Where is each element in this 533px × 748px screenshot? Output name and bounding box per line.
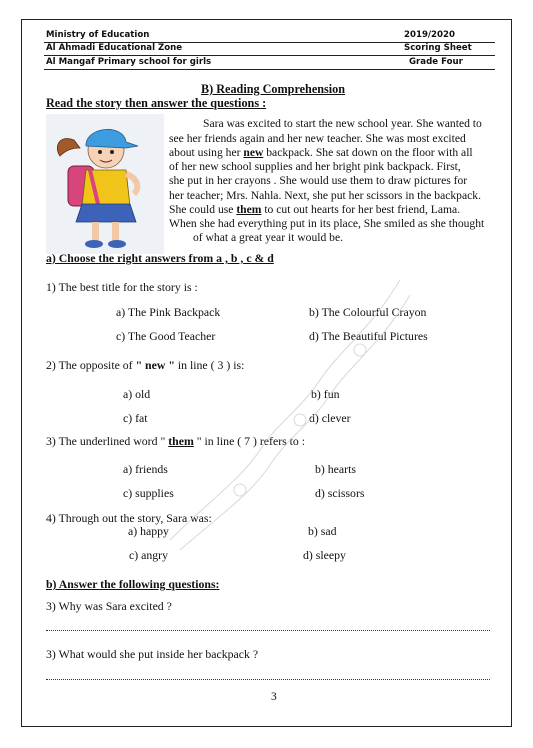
story-line-8: When she had everything put in its place, She smiled as she thought (169, 217, 485, 230)
q3-option-a[interactable]: a) friends (123, 462, 168, 476)
q3-option-c[interactable]: c) supplies (123, 486, 174, 500)
header-school: Al Mangaf Primary school for girls (46, 57, 212, 67)
q3-text-pre: 3) The underlined word " (46, 434, 169, 448)
q2-option-a[interactable]: a) old (123, 387, 151, 401)
q4-option-b[interactable]: b) sad (308, 524, 337, 538)
part-b-question-2: 3) What would she put inside her backpack ? (46, 647, 259, 661)
header-rule (44, 69, 495, 70)
instruction: Read the story then answer the questions : (46, 96, 267, 110)
story-line-9: of what a great year it would be. (193, 231, 344, 244)
story-line-3 (169, 146, 473, 159)
story-line-4: of her new school supplies and her bright pink backpack. First, (169, 160, 461, 173)
q4-text: 4) Through out the story, Sara was: (46, 511, 212, 525)
header-grade: Grade Four (409, 57, 463, 67)
q1-option-a[interactable]: a) The Pink Backpack (116, 305, 221, 319)
answer-line-2[interactable] (46, 679, 490, 680)
header-sheet: Scoring Sheet (404, 43, 472, 53)
part-b-question-1: 3) Why was Sara excited ? (46, 599, 172, 613)
page-number: 3 (271, 691, 277, 703)
q1-option-d[interactable]: d) The Beautiful Pictures (309, 329, 428, 343)
header-rule (44, 42, 495, 43)
answer-line-1[interactable] (46, 630, 490, 631)
header-year: 2019/2020 (404, 30, 455, 40)
header-zone: Al Ahmadi Educational Zone (46, 43, 183, 53)
q1-option-c[interactable]: c) The Good Teacher (116, 329, 216, 343)
q3-option-d[interactable]: d) scissors (315, 486, 365, 500)
q1-option-b[interactable]: b) The Colourful Crayon (309, 305, 427, 319)
q2-text (46, 358, 244, 373)
q3-text-post: " in line ( 7 ) refers to : (193, 434, 306, 448)
story-text: to cut out hearts for her best friend, Lama. (261, 203, 461, 216)
story-keyword-them: them (236, 203, 262, 216)
q2-option-b[interactable]: b) fun (311, 387, 340, 401)
story-text: backpack. She sat down on the floor with all (263, 146, 473, 159)
q2-option-c[interactable]: c) fat (123, 411, 148, 425)
story-line-6: her teacher; Mrs. Nahla. Next, she put her scissors in the backpack. (169, 189, 481, 202)
story-text: She could use (169, 203, 237, 216)
story-keyword-new: new (243, 146, 264, 159)
story-line-5: she put in her crayons . She would use them to draw pictures for (169, 174, 468, 187)
q4-option-d[interactable]: d) sleepy (303, 548, 346, 562)
part-a-heading: a) Choose the right answers from a , b , c & d (46, 251, 274, 265)
section-title: B) Reading Comprehension (201, 82, 346, 96)
q3-text (46, 434, 305, 449)
story-line-7 (169, 203, 460, 216)
girl-backpack-illustration (46, 114, 164, 254)
q3-option-b[interactable]: b) hearts (315, 462, 356, 476)
story-line-1: Sara was excited to start the new school year. She wanted to (203, 117, 482, 130)
q2-option-d[interactable]: d) clever (309, 411, 351, 425)
q2-text-post: in line ( 3 ) is: (174, 358, 245, 372)
q2-text-pre: 2) The opposite of (46, 358, 136, 372)
q1-text: 1) The best title for the story is : (46, 280, 198, 294)
story-text: about using her (169, 146, 244, 159)
header-rule (44, 55, 495, 56)
q2-keyword: " new " (135, 358, 175, 372)
part-b-heading: b) Answer the following questions: (46, 577, 220, 591)
q3-keyword: them (168, 434, 194, 448)
q4-option-a[interactable]: a) happy (128, 524, 169, 538)
story-line-2: see her friends again and her new teacher. She was most excited (169, 132, 466, 145)
q4-option-c[interactable]: c) angry (129, 548, 168, 562)
header-ministry: Ministry of Education (46, 30, 150, 40)
